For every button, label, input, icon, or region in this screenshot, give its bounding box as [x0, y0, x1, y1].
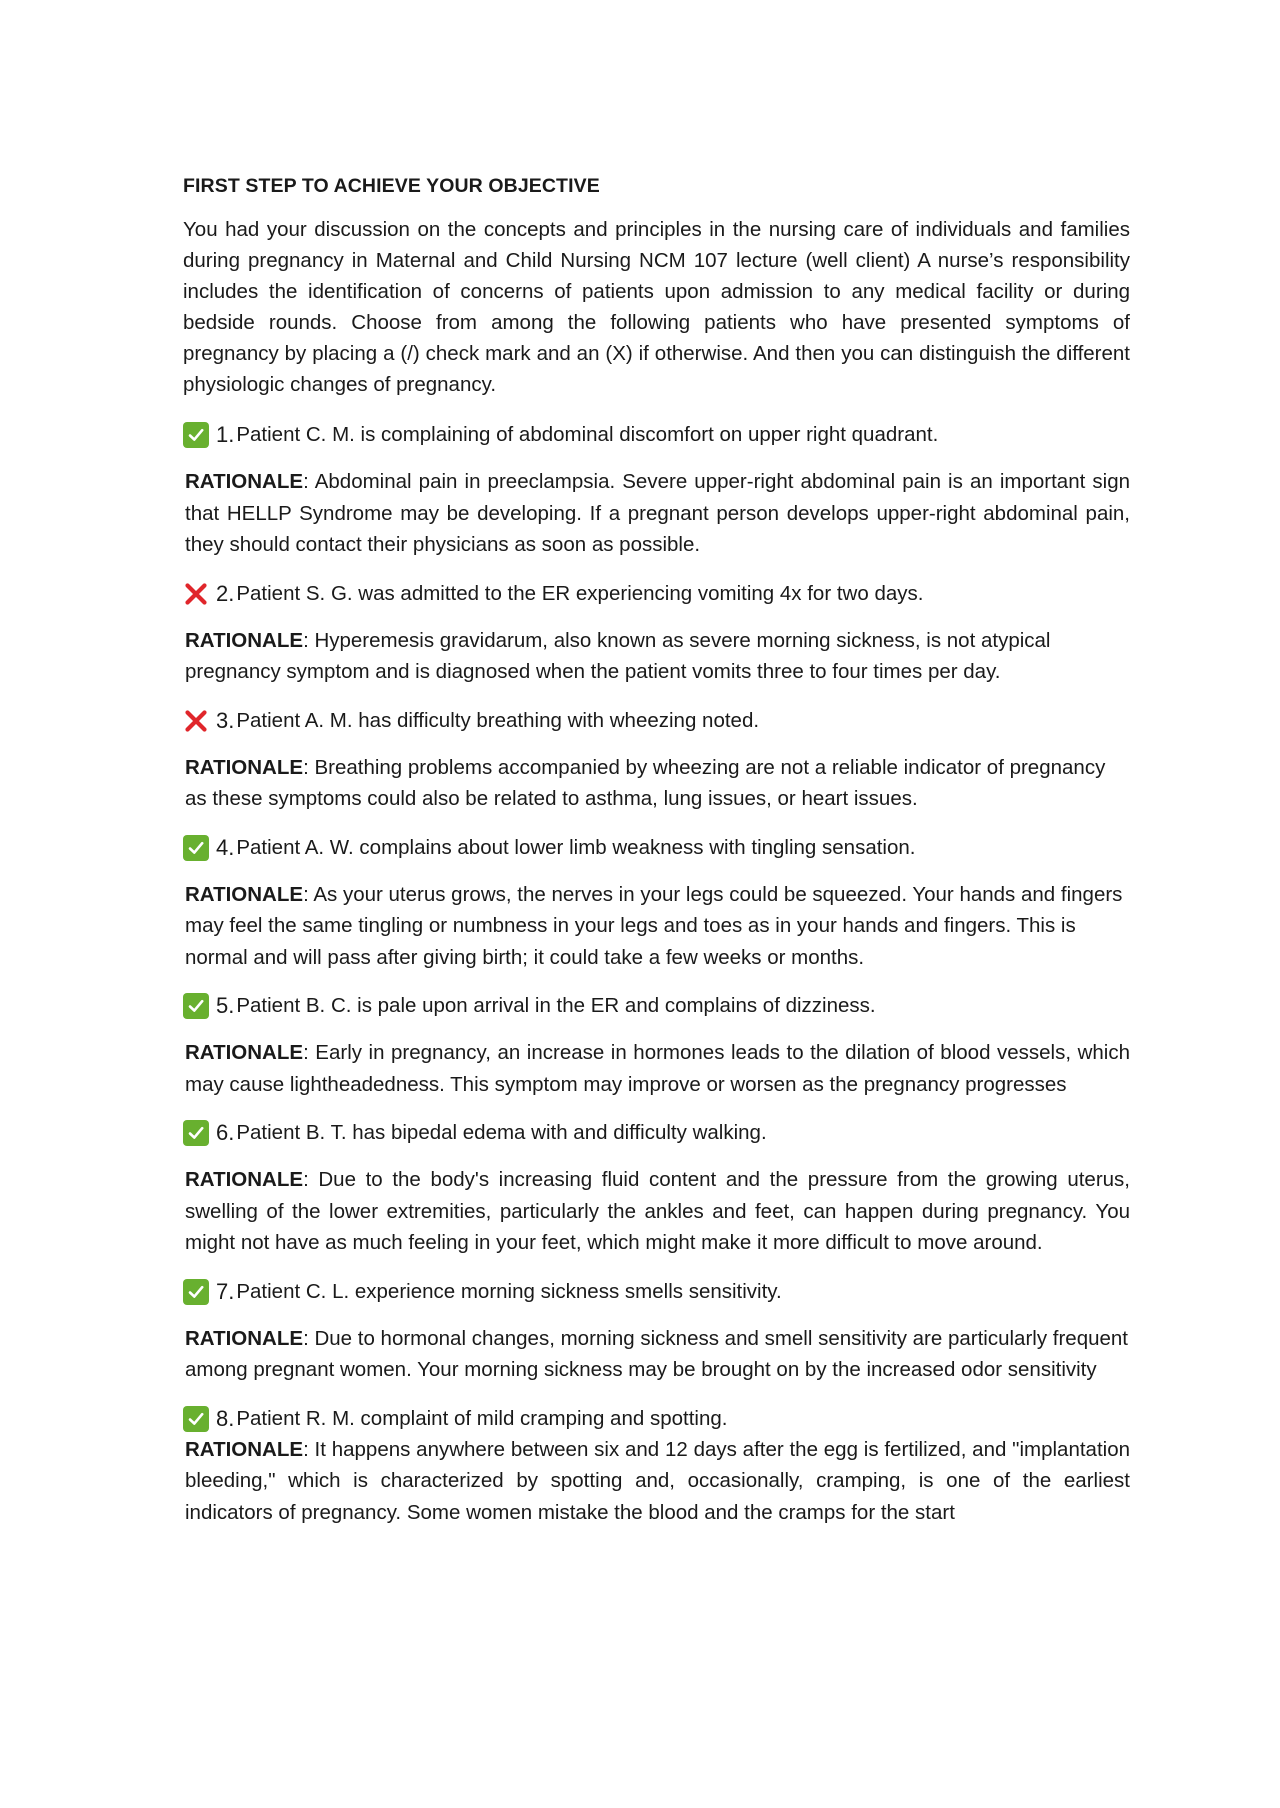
check-icon: [183, 1406, 209, 1432]
item-number: 8.: [216, 1405, 235, 1431]
rationale-paragraph: [185, 625, 1130, 688]
rationale-label: RATIONALE: [185, 1437, 304, 1461]
rationale-paragraph: [185, 752, 1130, 815]
question-text: Patient B. T. has bipedal edema with and difficulty walking.: [236, 1121, 767, 1144]
patient-list: [183, 420, 1130, 1528]
intro-paragraph: You had your discussion on the concepts and principles in the nursing care of individuals and families during pregnancy in Maternal and Child Nursing NCM 107 lecture (well client) A nurse’s responsibility includes the identification of concerns of patients upon admission to any medical facility or during bedside rounds. Choose from among the following patients who have presented symptoms of pregnancy by placing a (/) check mark and an (X) if otherwise. And then you can distinguish the different physiologic changes of pregnancy.: [183, 218, 1130, 396]
item-number: 7.: [216, 1278, 235, 1304]
item-number: 4.: [216, 834, 235, 860]
patient-item: [183, 991, 1130, 1100]
rationale-text: : Breathing problems accompanied by wheezing are not a reliable indicator of pregnancy as these symptoms could also be related to asthma, lung issues, or heart issues.: [185, 755, 1106, 810]
rationale-paragraph: [185, 1164, 1130, 1259]
question-text: Patient C. L. experience morning sickness smells sensitivity.: [236, 1279, 782, 1303]
question-text: Patient B. C. is pale upon arrival in the ER and complains of dizziness.: [236, 994, 876, 1017]
rationale-text: : Due to the body's increasing fluid content and the pressure from the growing uterus, swelling of the lower extremities, particularly the ankles and feet, can happen during pregnancy. You might not have as much feeling in your feet, which might make it more difficult to move around.: [185, 1168, 1130, 1254]
patient-item: [183, 420, 1130, 561]
check-icon: [183, 1120, 209, 1146]
rationale-label: RATIONALE: [185, 470, 304, 493]
patient-question: [183, 420, 1130, 450]
patient-question: [183, 1118, 1130, 1148]
question-text: Patient R. M. complaint of mild cramping and spotting.: [236, 1406, 728, 1430]
rationale-paragraph: [185, 1037, 1130, 1100]
patient-question: [183, 579, 1130, 609]
check-icon: [183, 422, 209, 448]
rationale-text: : Due to hormonal changes, morning sickness and smell sensitivity are particularly frequent among pregnant women. Your morning sickness may be brought on by the increased odor sensitivity: [185, 1326, 1129, 1381]
cross-icon: [183, 708, 209, 734]
item-number: 5.: [216, 993, 235, 1018]
rationale-paragraph: [185, 879, 1130, 974]
question-text: Patient C. M. is complaining of abdominal discomfort on upper right quadrant.: [236, 423, 939, 446]
patient-question: [183, 833, 1130, 863]
rationale-paragraph: [185, 1434, 1130, 1529]
patient-item: [183, 1404, 1130, 1529]
patient-question: [183, 1277, 1130, 1307]
rationale-label: RATIONALE: [185, 1168, 304, 1191]
item-number: 6.: [216, 1120, 235, 1145]
page-title: FIRST STEP TO ACHIEVE YOUR OBJECTIVE: [183, 175, 600, 197]
patient-question: [183, 706, 1130, 736]
patient-item: [183, 706, 1130, 815]
rationale-label: RATIONALE: [185, 882, 304, 906]
cross-icon: [183, 581, 209, 607]
patient-item: [183, 1277, 1130, 1386]
rationale-text: : As your uterus grows, the nerves in your legs could be squeezed. Your hands and fingers may feel the same tingling or numbness in your legs and toes as in your hands and fingers. This is normal and will pass after giving birth; it could take a few weeks or months.: [185, 882, 1123, 969]
patient-item: [183, 1118, 1130, 1259]
rationale-label: RATIONALE: [185, 1041, 304, 1064]
rationale-text: : Early in pregnancy, an increase in hormones leads to the dilation of blood vessels, which may cause lightheadedness. This symptom may improve or worsen as the pregnancy progresses: [185, 1041, 1130, 1096]
rationale-label: RATIONALE: [185, 628, 304, 652]
rationale-text: : Abdominal pain in preeclampsia. Severe upper-right abdominal pain is an important sign that HELLP Syndrome may be developing. If a pregnant person develops upper-right abdominal pain, they should contact their physicians as soon as possible.: [185, 470, 1130, 556]
check-icon: [183, 1279, 209, 1305]
check-icon: [183, 835, 209, 861]
patient-question: [183, 991, 1130, 1021]
check-icon: [183, 993, 209, 1019]
rationale-text: : It happens anywhere between six and 12 days after the egg is fertilized, and "implantation bleeding," which is characterized by spotting and, occasionally, cramping, is one of the earliest indicators of pregnancy. Some women mistake the blood and the cramps for the start: [185, 1437, 1130, 1524]
rationale-paragraph: [185, 466, 1130, 561]
rationale-text: : Hyperemesis gravidarum, also known as severe morning sickness, is not atypical pregnancy symptom and is diagnosed when the patient vomits three to four times per day.: [185, 628, 1051, 683]
question-text: Patient S. G. was admitted to the ER experiencing vomiting 4x for two days.: [236, 581, 924, 605]
rationale-paragraph: [185, 1323, 1130, 1386]
item-number: 3.: [216, 707, 235, 733]
patient-item: [183, 833, 1130, 974]
patient-item: [183, 579, 1130, 688]
rationale-label: RATIONALE: [185, 755, 304, 779]
question-text: Patient A. W. complains about lower limb weakness with tingling sensation.: [236, 835, 916, 859]
item-number: 1.: [216, 422, 235, 447]
patient-question: [183, 1404, 1130, 1434]
item-number: 2.: [216, 580, 235, 606]
question-text: Patient A. M. has difficulty breathing with wheezing noted.: [236, 708, 760, 732]
rationale-label: RATIONALE: [185, 1326, 304, 1350]
